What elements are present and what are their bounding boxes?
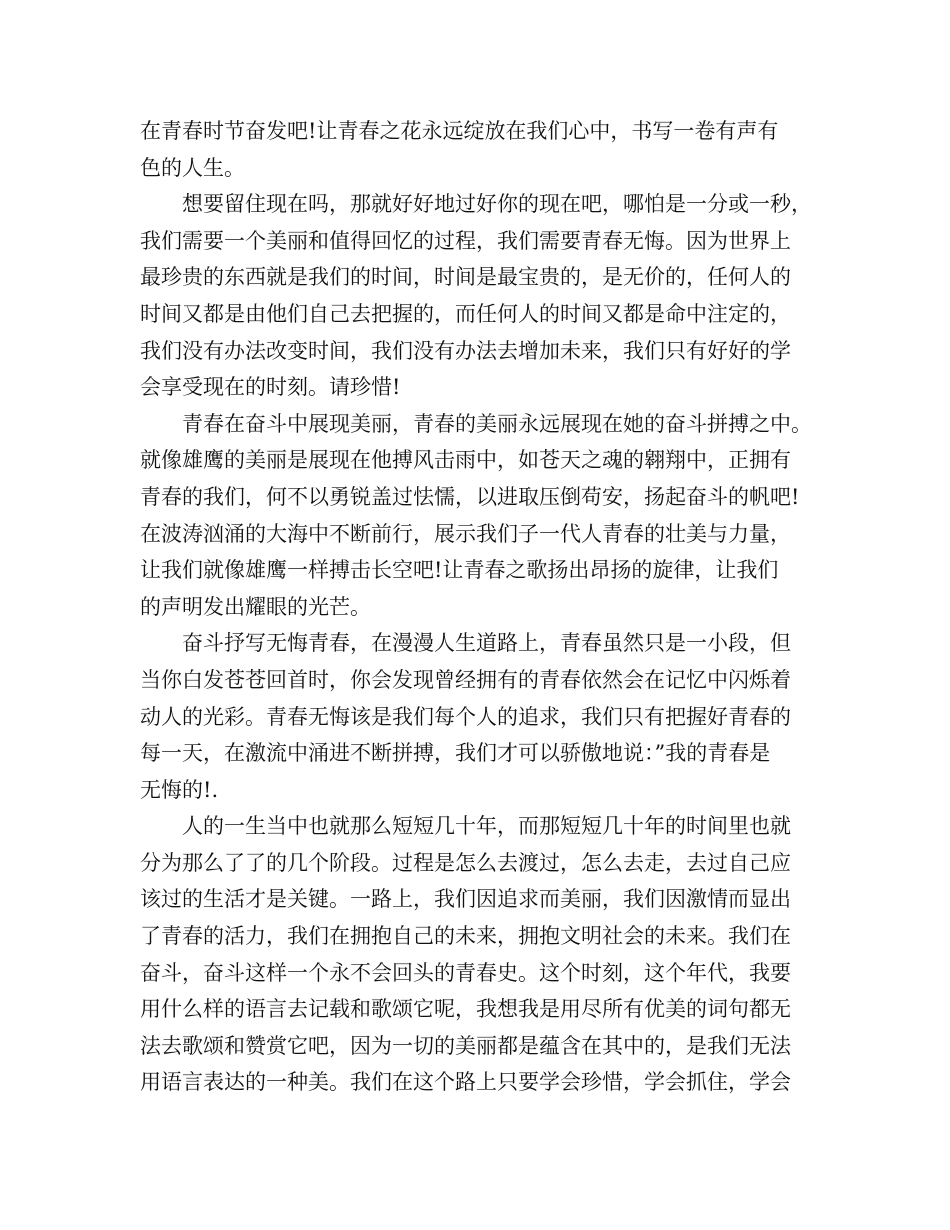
paragraph-first-line: 奋斗抒写无悔青春，在漫漫人生道路上，青春虽然只是一小段，但 (182, 631, 791, 656)
text-line: 最珍贵的东西就是我们的时间，时间是最宝贵的，是无价的，任何人的 (140, 265, 791, 290)
text-line: 在波涛汹涌的大海中不断前行，展示我们子一代人青春的壮美与力量， (140, 521, 791, 546)
text-line: 我们没有办法改变时间，我们没有办法去增加未来，我们只有好好的学 (140, 338, 791, 363)
text-line: 法去歌颂和赞赏它吧，因为一切的美丽都是蕴含在其中的，是我们无法 (140, 1033, 791, 1058)
text-line: 无悔的!. (140, 777, 219, 802)
text-line: 奋斗，奋斗这样一个永不会回头的青春史。这个时刻，这个年代，我要 (140, 960, 791, 985)
text-line: 动人的光彩。青春无悔该是我们每个人的追求，我们只有把握好青春的 (140, 704, 791, 729)
text-line: 青春的我们，何不以勇锐盖过怯懦，以进取压倒苟安，扬起奋斗的帆吧! (140, 484, 800, 509)
text-line: 我们需要一个美丽和值得回忆的过程，我们需要青春无悔。因为世界上 (140, 228, 791, 253)
text-line: 色的人生。 (140, 155, 245, 180)
text-line: 每一天，在激流中涌进不断拼搏，我们才可以骄傲地说：”我的青春是 (140, 741, 771, 766)
paragraph-first-line: 青春在奋斗中展现美丽，青春的美丽永远展现在她的奋斗拼搏之中。 (182, 411, 812, 436)
text-line: 当你白发苍苍回首时，你会发现曾经拥有的青春依然会在记忆中闪烁着 (140, 667, 791, 692)
text-line: 在青春时节奋发吧!让青春之花永远绽放在我们心中，书写一卷有声有 (140, 119, 779, 143)
text-line: 时间又都是由他们自己去把握的，而任何人的时间又都是命中注定的， (140, 301, 791, 326)
paragraph-first-line: 人的一生当中也就那么短短几十年，而那短短几十年的时间里也就 (182, 814, 791, 839)
document-body (140, 113, 830, 1101)
text-line: 让我们就像雄鹰一样搏击长空吧!让青春之歌扬出昂扬的旋律，让我们 (140, 558, 779, 583)
paragraph-first-line: 想要留住现在吗，那就好好地过好你的现在吧，哪怕是一分或一秒， (182, 192, 812, 217)
text-line: 分为那么了了的几个阶段。过程是怎么去渡过，怎么去走，去过自己应 (140, 850, 791, 875)
text-line: 了青春的活力，我们在拥抱自己的未来，拥抱文明社会的未来。我们在 (140, 924, 791, 949)
text-line: 该过的生活才是关键。一路上，我们因追求而美丽，我们因激情而显出 (140, 887, 791, 912)
text-line: 就像雄鹰的美丽是展现在他搏风击雨中，如苍天之魂的翱翔中，正拥有 (140, 448, 791, 473)
text-line: 用语言表达的一种美。我们在这个路上只要学会珍惜，学会抓住，学会 (140, 1070, 791, 1095)
text-line: 会享受现在的时刻。请珍惜! (140, 375, 401, 400)
text-line: 用什么样的语言去记载和歌颂它呢，我想我是用尽所有优美的词句都无 (140, 997, 791, 1022)
text-line: 的声明发出耀眼的光芒。 (140, 594, 371, 619)
